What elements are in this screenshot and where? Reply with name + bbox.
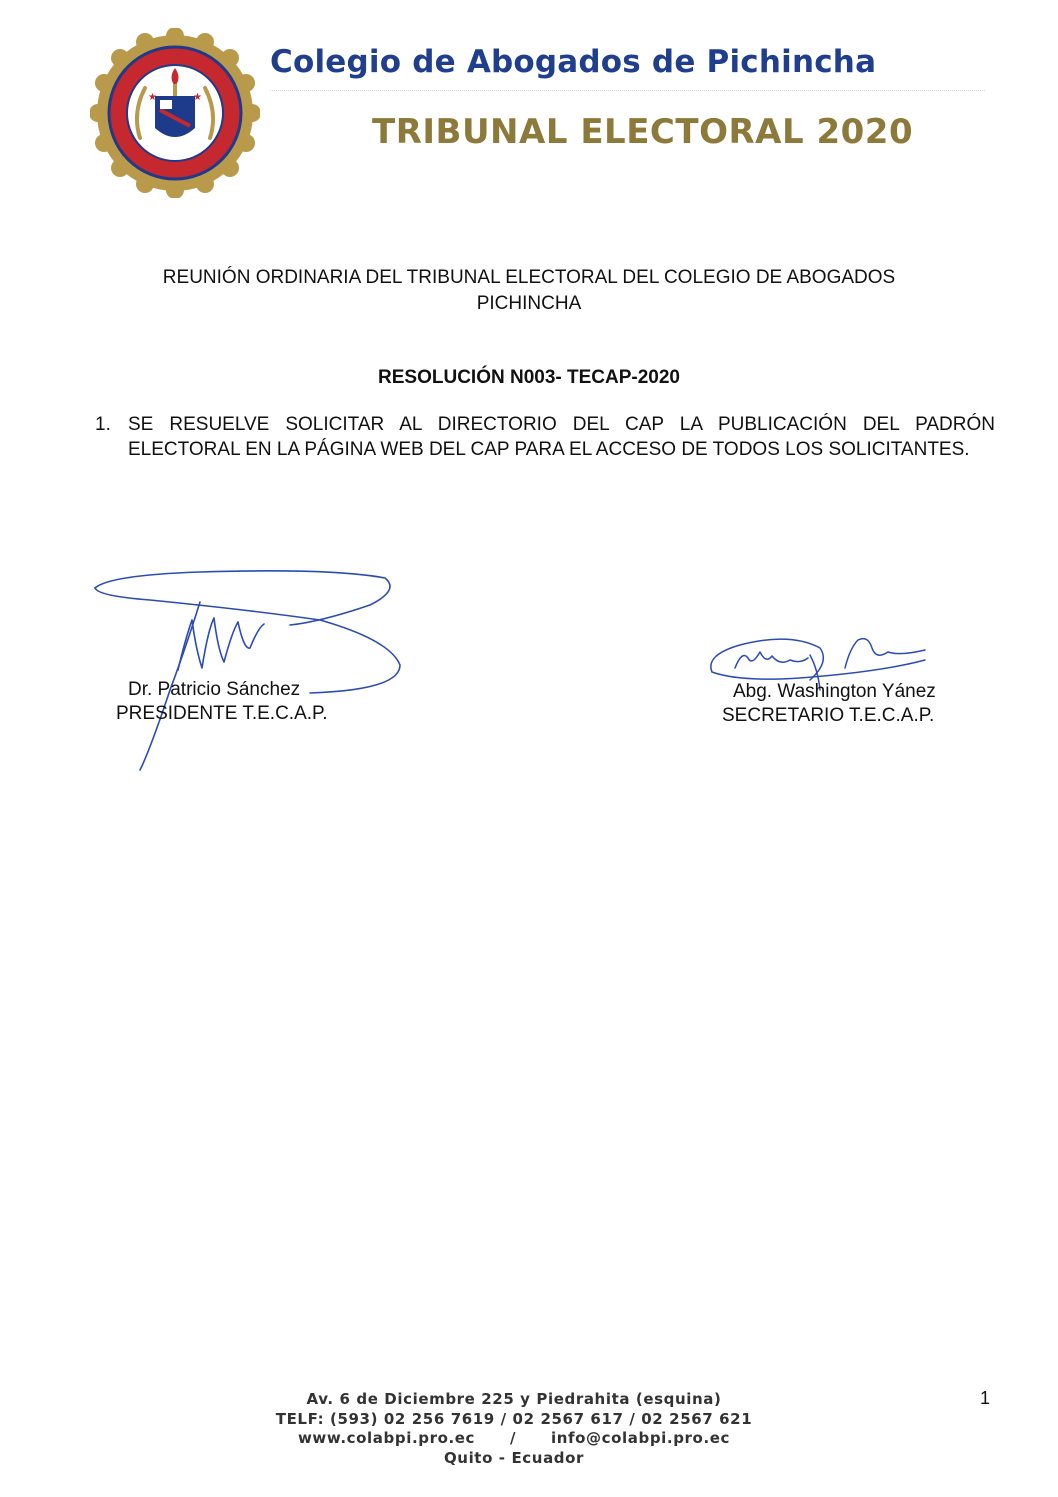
meeting-title — [100, 265, 958, 317]
footer-address: Av. 6 de Diciembre 225 y Piedrahita (esquina) — [306, 1390, 722, 1408]
signature-block-president — [116, 678, 328, 726]
tribunal-title: TRIBUNAL ELECTORAL 2020 — [372, 112, 914, 152]
secretary-title: SECRETARIO T.E.C.A.P. — [722, 705, 935, 726]
signature-block-secretary — [722, 680, 936, 728]
president-name: Dr. Patricio Sánchez — [128, 679, 301, 700]
page-number: 1 — [980, 1388, 991, 1408]
resolution-item — [95, 412, 995, 462]
resolution-list — [95, 412, 995, 462]
colegio-seal-icon — [90, 28, 260, 198]
footer-city: Quito - Ecuador — [443, 1448, 585, 1467]
svg-text:★: ★ — [193, 92, 202, 103]
item-text: SE RESUELVE SOLICITAR AL DIRECTORIO DEL CAP LA PUBLICACIÓN DEL PADRÓN ELECTORAL EN LA PÁGINA WEB DEL CAP PARA EL ACCESO DE TODOS LOS SOLICITANTES. — [128, 414, 995, 460]
svg-text:★: ★ — [148, 92, 157, 103]
organization-name: Colegio de Abogados de Pichincha — [270, 44, 877, 80]
header-divider — [270, 90, 985, 91]
footer-contact — [200, 1390, 828, 1468]
item-number: 1. — [95, 414, 111, 435]
resolution-title: RESOLUCIÓN N003- TECAP-2020 — [378, 367, 680, 388]
meeting-title-line-2: PICHINCHA — [476, 293, 582, 314]
signature-left-icon — [95, 571, 400, 770]
footer-web-email: www.colabpi.pro.ec / info@colabpi.pro.ec — [297, 1429, 731, 1447]
secretary-name: Abg. Washington Yánez — [733, 681, 936, 702]
meeting-title-line-1: REUNIÓN ORDINARIA DEL TRIBUNAL ELECTORAL DEL COLEGIO DE ABOGADOS — [162, 267, 896, 288]
president-title: PRESIDENTE T.E.C.A.P. — [116, 703, 328, 724]
footer-phones: TELF: (593) 02 256 7619 / 02 2567 617 / 02 2567 621 — [275, 1409, 753, 1428]
